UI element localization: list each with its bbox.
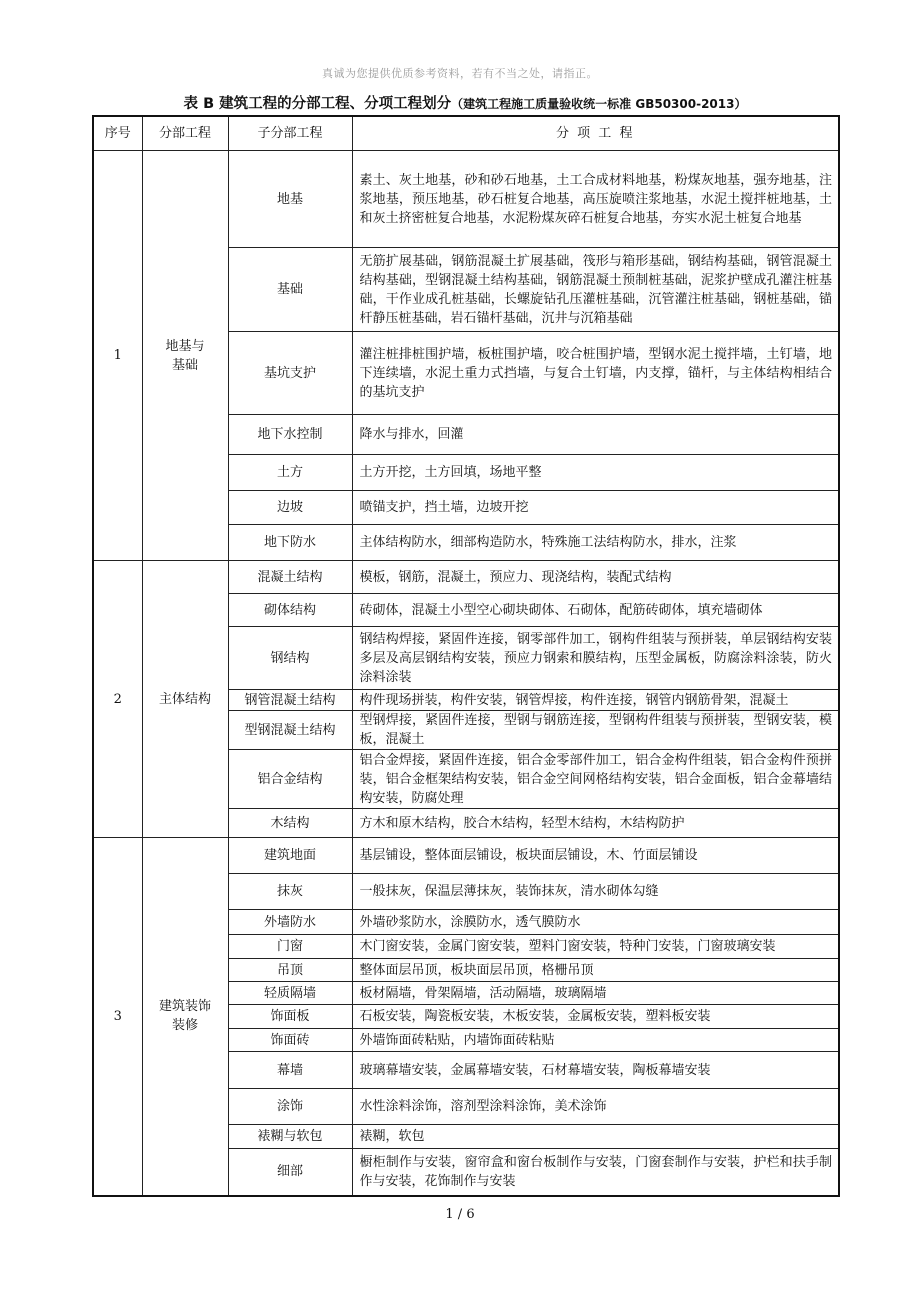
subdivision-name: 吊顶 bbox=[228, 959, 352, 982]
subitem-list: 方木和原木结构，胶合木结构，轻型木结构，木结构防护 bbox=[352, 809, 839, 838]
table-body bbox=[93, 151, 839, 1196]
subdivision-name: 抹灰 bbox=[228, 874, 352, 910]
subitem-list: 钢结构焊接，紧固件连接，钢零部件加工，钢构件组装与预拼装，单层钢结构安装多层及高层钢结构安装，预应力钢索和膜结构，压型金属板，防腐涂料涂装，防火涂料涂装 bbox=[352, 627, 839, 690]
title-main: 表 B 建筑工程的分部工程、分项工程划分 bbox=[183, 96, 452, 112]
division-name: 主体结构 bbox=[142, 561, 228, 838]
table-row bbox=[93, 838, 839, 874]
subitem-list: 基层铺设，整体面层铺设，板块面层铺设，木、竹面层铺设 bbox=[352, 838, 839, 874]
division-table bbox=[92, 115, 840, 1197]
subitem-list: 玻璃幕墙安装，金属幕墙安装，石材幕墙安装，陶板幕墙安装 bbox=[352, 1052, 839, 1089]
subdivision-name: 地下水控制 bbox=[228, 415, 352, 455]
division-name: 建筑装饰 装修 bbox=[142, 838, 228, 1196]
table-title bbox=[92, 92, 838, 113]
subitem-list: 砖砌体，混凝土小型空心砌块砌体、石砌体，配筋砖砌体，填充墙砌体 bbox=[352, 594, 839, 627]
subitem-list: 素土、灰土地基，砂和砂石地基，土工合成材料地基，粉煤灰地基，强夯地基，注浆地基，预压地基，砂石桩复合地基，高压旋喷注浆地基，水泥土搅拌桩地基，土和灰土挤密桩复合地基，水泥粉煤灰碎石桩复合地基，夯实水泥土桩复合地基 bbox=[352, 151, 839, 248]
subdivision-name: 钢结构 bbox=[228, 627, 352, 690]
division-number: 3 bbox=[93, 838, 142, 1196]
subitem-list: 主体结构防水，细部构造防水，特殊施工法结构防水，排水，注浆 bbox=[352, 525, 839, 561]
table-row bbox=[93, 151, 839, 248]
subdivision-name: 轻质隔墙 bbox=[228, 982, 352, 1005]
subdivision-name: 混凝土结构 bbox=[228, 561, 352, 594]
division-number: 2 bbox=[93, 561, 142, 838]
subdivision-name: 地下防水 bbox=[228, 525, 352, 561]
subitem-list: 外墙砂浆防水，涂膜防水，透气膜防水 bbox=[352, 910, 839, 935]
header-subdivision: 子分部工程 bbox=[228, 116, 352, 151]
subdivision-name: 饰面板 bbox=[228, 1005, 352, 1029]
subdivision-name: 建筑地面 bbox=[228, 838, 352, 874]
subitem-list: 橱柜制作与安装，窗帘盒和窗台板制作与安装，门窗套制作与安装，护栏和扶手制作与安装，花饰制作与安装 bbox=[352, 1149, 839, 1196]
subdivision-name: 涂饰 bbox=[228, 1089, 352, 1125]
subitem-list: 构件现场拼装，构件安装，钢管焊接，构件连接，钢管内钢筋骨架，混凝土 bbox=[352, 690, 839, 711]
subitem-list: 铝合金焊接，紧固件连接，铝合金零部件加工，铝合金构件组装，铝合金构件预拼装，铝合金框架结构安装，铝合金空间网格结构安装，铝合金面板，铝合金幕墙结构安装，防腐处理 bbox=[352, 750, 839, 809]
subitem-list: 无筋扩展基础，钢筋混凝土扩展基础，筏形与箱形基础，钢结构基础，钢管混凝土结构基础，型钢混凝土结构基础，钢筋混凝土预制桩基础，泥浆护壁成孔灌注桩基础，干作业成孔桩基础，长螺旋钻孔压灌桩基础，沉管灌注桩基础，钢桩基础，锚杆静压桩基础，岩石锚杆基础，沉井与沉箱基础 bbox=[352, 248, 839, 332]
subitem-list: 型钢焊接，紧固件连接，型钢与钢筋连接，型钢构件组装与预拼装，型钢安装，模板，混凝土 bbox=[352, 711, 839, 750]
subdivision-name: 细部 bbox=[228, 1149, 352, 1196]
subdivision-name: 边坡 bbox=[228, 491, 352, 525]
subdivision-name: 基坑支护 bbox=[228, 332, 352, 415]
subitem-list: 降水与排水，回灌 bbox=[352, 415, 839, 455]
header-items: 分 项 工 程 bbox=[352, 116, 839, 151]
subdivision-name: 基础 bbox=[228, 248, 352, 332]
page-number: 1 / 6 bbox=[445, 1207, 475, 1222]
subitem-list: 木门窗安装，金属门窗安装，塑料门窗安装，特种门安装，门窗玻璃安装 bbox=[352, 935, 839, 959]
subdivision-name: 裱糊与软包 bbox=[228, 1125, 352, 1149]
subdivision-name: 木结构 bbox=[228, 809, 352, 838]
division-number: 1 bbox=[93, 151, 142, 561]
subdivision-name: 幕墙 bbox=[228, 1052, 352, 1089]
table-header-row bbox=[93, 116, 839, 151]
title-subtitle: （建筑工程施工质量验收统一标准 GB50300-2013） bbox=[451, 97, 747, 111]
header-division: 分部工程 bbox=[142, 116, 228, 151]
subitem-list: 模板，钢筋，混凝土，预应力、现浇结构，装配式结构 bbox=[352, 561, 839, 594]
subitem-list: 整体面层吊顶，板块面层吊顶，格栅吊顶 bbox=[352, 959, 839, 982]
subitem-list: 板材隔墙，骨架隔墙，活动隔墙，玻璃隔墙 bbox=[352, 982, 839, 1005]
subitem-list: 外墙饰面砖粘贴，内墙饰面砖粘贴 bbox=[352, 1029, 839, 1052]
subdivision-name: 土方 bbox=[228, 455, 352, 491]
subdivision-name: 砌体结构 bbox=[228, 594, 352, 627]
subdivision-name: 外墙防水 bbox=[228, 910, 352, 935]
division-name: 地基与 基础 bbox=[142, 151, 228, 561]
subitem-list: 灌注桩排桩围护墙，板桩围护墙，咬合桩围护墙，型钢水泥土搅拌墙，土钉墙，地下连续墙，水泥土重力式挡墙，与复合土钉墙，内支撑，锚杆，与主体结构相结合的基坑支护 bbox=[352, 332, 839, 415]
watermark-text: 真诚为您提供优质参考资料，若有不当之处，请指正。 bbox=[322, 67, 598, 80]
subitem-list: 土方开挖，土方回填，场地平整 bbox=[352, 455, 839, 491]
subdivision-name: 饰面砖 bbox=[228, 1029, 352, 1052]
subdivision-name: 地基 bbox=[228, 151, 352, 248]
table-row bbox=[93, 561, 839, 594]
subitem-list: 一般抹灰，保温层薄抹灰，装饰抹灰，清水砌体勾缝 bbox=[352, 874, 839, 910]
subitem-list: 喷锚支护，挡土墙，边坡开挖 bbox=[352, 491, 839, 525]
subitem-list: 石板安装，陶瓷板安装，木板安装，金属板安装，塑料板安装 bbox=[352, 1005, 839, 1029]
subitem-list: 水性涂料涂饰，溶剂型涂料涂饰，美术涂饰 bbox=[352, 1089, 839, 1125]
subdivision-name: 钢管混凝土结构 bbox=[228, 690, 352, 711]
subdivision-name: 门窗 bbox=[228, 935, 352, 959]
subitem-list: 裱糊，软包 bbox=[352, 1125, 839, 1149]
subdivision-name: 铝合金结构 bbox=[228, 750, 352, 809]
header-no: 序号 bbox=[93, 116, 142, 151]
subdivision-name: 型钢混凝土结构 bbox=[228, 711, 352, 750]
